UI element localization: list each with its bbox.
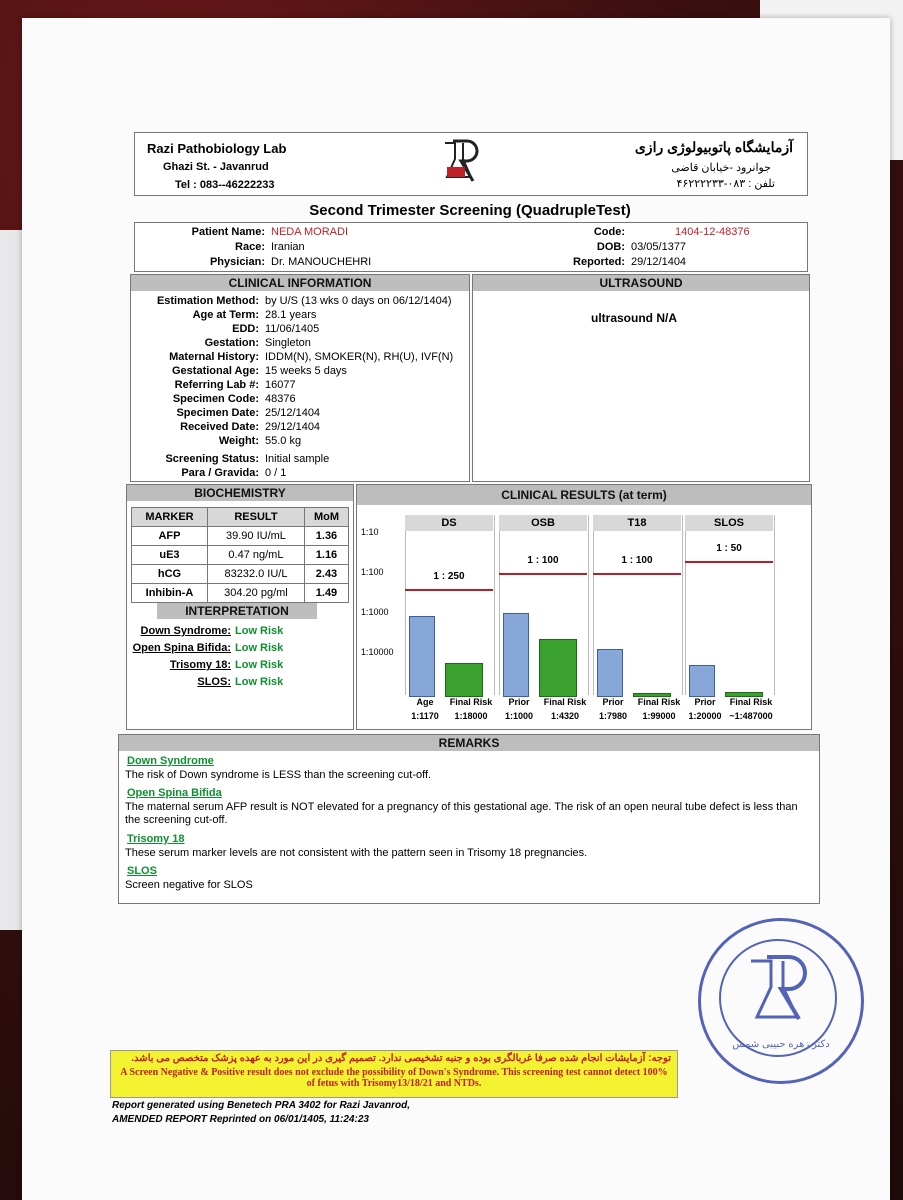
biochem-header: BIOCHEMISTRY [127,485,353,501]
disclaimer-notice [110,1050,678,1098]
patient-info [134,222,808,272]
clinical-results-box [356,484,812,730]
bar-value: 1:20000 [688,711,722,721]
disclaimer-en: A Screen Negative & Positive result does not exclude the possibility of Down's Syndrome. This screening test cannot detect 100% of fetus with Trisomy13/18/21 and NTDs. [120,1067,668,1089]
bar-label: Prior [694,697,716,707]
ultrasound-text: ultrasound N/A [591,311,677,325]
bar-label: Final Risk [637,697,681,707]
col-result: RESULT [207,508,304,527]
biochem-header-row [132,508,349,527]
ultrasound-header: ULTRASOUND [473,275,809,291]
bar-value: ~1:487000 [729,711,773,721]
bar-value: 1:99000 [642,711,676,721]
y-tick-label: 1:100 [361,567,384,577]
cutoff-label: 1 : 100 [527,555,559,566]
biochem-box [126,484,354,730]
clinical-row-value: 48376 [265,393,296,405]
lab-tel-fa: تلفن : ۰۸۳-۴۶۲۲۲۲۳۳ [676,178,775,190]
reported: 29/12/1404 [631,256,687,268]
clinical-row-key: Weight: [218,435,259,447]
clinical-row-value: 29/12/1404 [265,421,321,433]
panel-title: SLOS [685,515,773,531]
marker-name: AFP [132,527,208,546]
interp-value: Low Risk [235,625,284,637]
cutoff-line [499,573,587,575]
clinical-results-header: CLINICAL RESULTS (at term) [357,485,811,505]
clinical-row-key: EDD: [232,323,259,335]
remark-text: The risk of Down syndrome is LESS than the screening cut-off. [125,769,432,781]
clinical-row-key: Gestational Age: [172,365,259,377]
biochem-row [132,584,349,603]
marker-mom: 1.16 [304,546,348,565]
footer-line1: Report generated using Benetech PRA 3402 for Razi Javanrod, [112,1100,411,1111]
bar-value: 1:1000 [504,711,534,721]
clinical-row-value: 25/12/1404 [265,407,321,419]
marker-result: 0.47 ng/mL [207,546,304,565]
clinical-row-value: IDDM(N), SMOKER(N), RH(U), IVF(N) [265,351,454,363]
bar-value: 1:1170 [411,711,439,721]
remark-text: The maternal serum AFP result is NOT elevated for a pregnancy of this gestational age. The risk of an open neural tube defect is less than the screening cut-off. [125,801,798,826]
lab-logo [435,137,483,187]
marker-result: 304.20 pg/ml [207,584,304,603]
remark-text: These serum marker levels are not consistent with the pattern seen in Trisomy 18 pregnancies. [125,847,588,859]
cutoff-label: 1 : 250 [433,571,465,582]
code: 1404-12-48376 [675,226,750,238]
clinical-row-key: Estimation Method: [156,295,259,307]
dob-label: DOB: [596,241,625,253]
interp-key: Open Spina Bifida: [132,642,231,654]
clinical-row-value: 16077 [265,379,296,391]
clinical-row-value: by U/S (13 wks 0 days on 06/12/1404) [265,295,452,307]
lab-tel-en: Tel : 083--46222233 [175,179,275,191]
biochem-table [131,507,349,603]
clinical-row-value: 28.1 years [265,309,317,321]
report-title: Second Trimester Screening (QuadrupleTest) [309,202,631,219]
bar-label: Prior [602,697,624,707]
remarks-box [118,734,820,904]
marker-mom: 2.43 [304,565,348,584]
stamp-text: دکتر زهره حبیبی شمس [732,1039,830,1050]
bar-label: Final Risk [543,697,587,707]
clinical-row-key: Maternal History: [169,351,259,363]
interp-value: Low Risk [235,642,284,654]
remark-title: Down Syndrome [127,755,214,767]
reported-label: Reported: [573,256,625,268]
race-label: Race: [235,241,265,253]
remarks-header: REMARKS [119,735,819,751]
lab-name-en: Razi Pathobiology Lab [147,141,287,156]
col-marker: MARKER [132,508,208,527]
marker-mom: 1.49 [304,584,348,603]
bar-value: 1:7980 [598,711,628,721]
clinical-row-key: Gestation: [204,337,259,349]
remark-title: SLOS [127,865,157,877]
bar-label: Final Risk [729,697,773,707]
interp-key: Down Syndrome: [140,625,231,637]
marker-mom: 1.36 [304,527,348,546]
race: Iranian [271,241,305,253]
patient-name: NEDA MORADI [271,226,349,238]
panel-title: DS [405,515,493,531]
clinical-row-key: Specimen Code: [172,393,259,405]
clinical-row-key: Age at Term: [192,309,259,321]
prior-bar [597,649,623,697]
cutoff-line [593,573,681,575]
interp-key: SLOS: [197,676,231,688]
marker-name: hCG [132,565,208,584]
col-mom: MoM [304,508,348,527]
clinical-info-box [130,274,470,482]
marker-result: 39.90 IU/mL [207,527,304,546]
bar-value: 1:4320 [550,711,580,721]
biochem-row [132,527,349,546]
panel-title: OSB [499,515,587,531]
clinical-row-value: 15 weeks 5 days [265,365,347,377]
interp-key: Trisomy 18: [169,659,231,671]
prior-bar [689,665,715,697]
marker-name: uE3 [132,546,208,565]
bar-value: 1:18000 [454,711,488,721]
lab-address-fa: جوانرود -خیابان قاضی [671,162,771,174]
clinical-row-key: Specimen Date: [176,407,259,419]
panel-title: T18 [593,515,681,531]
clinical-row-value: Singleton [265,337,311,349]
code-label: Code: [593,226,625,238]
y-tick-label: 1:1000 [361,607,389,617]
physician-label: Physician: [209,256,265,268]
lab-name-fa: آزمایشگاه پاتوبیولوژی رازی [634,139,793,155]
report-page [22,18,890,1200]
biochem-row [132,546,349,565]
dob: 03/05/1377 [631,241,687,253]
interp-value: Low Risk [235,659,284,671]
clinical-row-value: Initial sample [265,453,330,465]
final-risk-bar [539,639,577,697]
interpretation-header: INTERPRETATION [157,603,317,619]
remark-title: Trisomy 18 [127,833,185,845]
cutoff-label: 1 : 50 [716,543,742,554]
patient-name-label: Patient Name: [191,226,265,238]
clinical-info-header: CLINICAL INFORMATION [131,275,469,291]
cutoff-line [685,561,773,563]
bar-label: Prior [508,697,530,707]
interp-value: Low Risk [235,676,284,688]
cutoff-line [405,589,493,591]
final-risk-bar [445,663,483,697]
prior-bar [503,613,529,697]
clinical-row-value: 0 / 1 [265,467,287,479]
clinical-row-key: Screening Status: [165,453,259,465]
bar-label: Age [416,697,434,707]
footer-line2: AMENDED REPORT Reprinted on 06/01/1405, 11:24:23 [112,1114,369,1125]
marker-name: Inhibin-A [132,584,208,603]
remark-title: Open Spina Bifida [127,787,222,799]
marker-result: 83232.0 IU/L [207,565,304,584]
lab-address-en: Ghazi St. - Javanrud [163,161,269,173]
ultrasound-box [472,274,810,482]
remark-text: Screen negative for SLOS [125,879,253,891]
prior-bar [409,616,435,697]
y-tick-label: 1:10 [361,527,379,537]
clinical-row-key: Received Date: [180,421,259,433]
clinical-row-key: Referring Lab #: [174,379,259,391]
disclaimer-fa: توجه: آزمایشات انجام شده صرفا غربالگری بوده و جنبه تشخیصی ندارد. تصمیم گیری در این مورد به عهده پزشک متخصص می باشد. [131,1053,671,1064]
biochem-row [132,565,349,584]
physician: Dr. MANOUCHEHRI [271,256,372,268]
bar-label: Final Risk [449,697,493,707]
y-tick-label: 1:10000 [361,647,394,657]
clinical-row-value: 11/06/1405 [265,323,320,335]
lab-header [134,132,808,196]
lab-stamp [698,918,864,1084]
cutoff-label: 1 : 100 [621,555,653,566]
clinical-row-key: Para / Gravida: [181,467,259,479]
clinical-row-value: 55.0 kg [265,435,302,447]
